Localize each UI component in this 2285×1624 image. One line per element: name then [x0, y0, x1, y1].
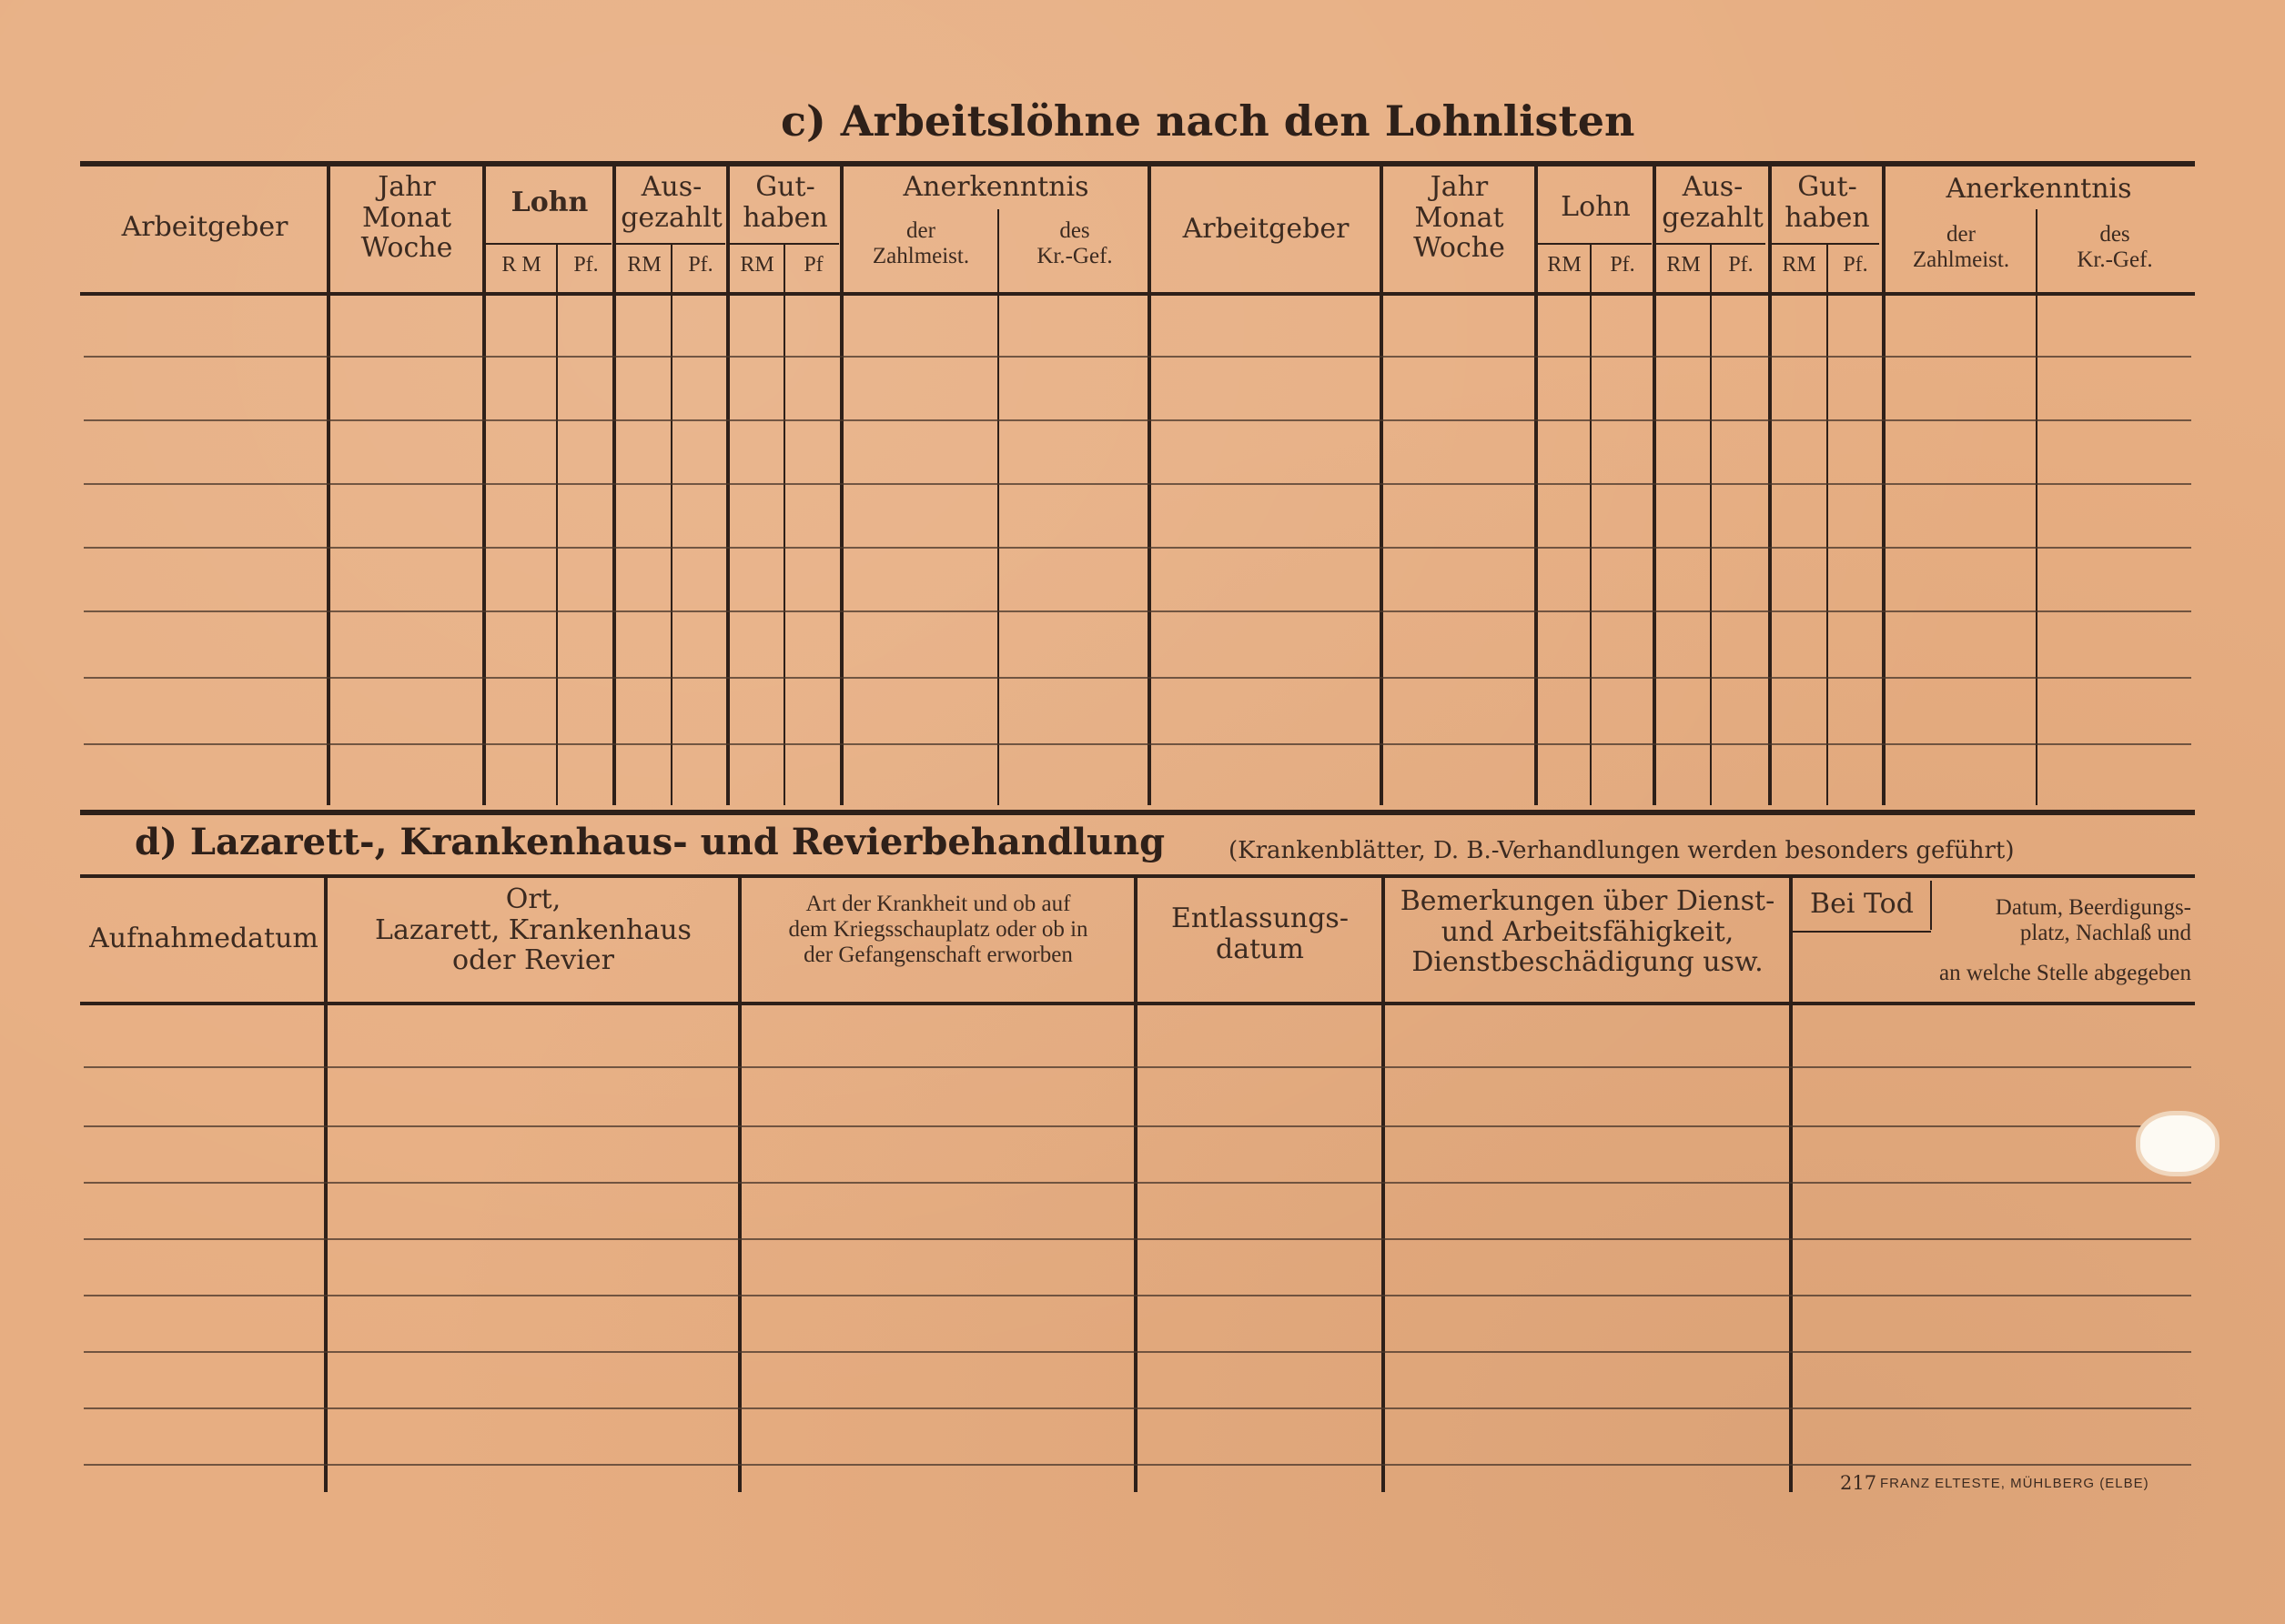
header-anerkenntnis-zahlmeist-2: der Zahlmeist.: [1912, 222, 2010, 272]
header-ausgezahlt-rm: RM: [627, 253, 662, 277]
header-datum-beerdigung: Datum, Beerdigungs- platz, Nachlaß und: [1995, 895, 2191, 945]
section-d-note: (Krankenblätter, D. B.-Verhandlungen werden besonders geführt): [1228, 837, 2015, 864]
header-jahr-monat-woche: Jahr Monat Woche: [360, 171, 453, 265]
header-ausgezahlt-pf: Pf.: [688, 253, 713, 277]
header-aufnahmedatum: Aufnahmedatum: [89, 923, 318, 954]
header-guthaben-rm: RM: [740, 253, 774, 277]
header-lohn-2: Lohn: [1561, 191, 1631, 223]
header-guthaben-pf-2: Pf.: [1843, 253, 1868, 277]
header-datum-stelle: an welche Stelle abgegeben: [1939, 961, 2191, 985]
header-guthaben-rm-2: RM: [1782, 253, 1816, 277]
header-guthaben: Gut- haben: [743, 171, 828, 234]
printer-imprint: FRANZ ELTESTE, MÜHLBERG (ELBE): [1880, 1476, 2149, 1491]
header-guthaben-2: Gut- haben: [1785, 171, 1870, 234]
header-ausgezahlt-pf-2: Pf.: [1728, 253, 1754, 277]
header-anerkenntnis: Anerkenntnis: [903, 171, 1089, 203]
header-lohn-pf-2: Pf.: [1610, 253, 1635, 277]
header-art-der-krankheit: Art der Krankheit und ob auf dem Kriegsschauplatz oder ob in der Gefangenschaft erworben: [788, 892, 1088, 967]
header-anerkenntnis-zahlmeist: der Zahlmeist.: [872, 218, 970, 268]
header-guthaben-pf: Pf: [804, 253, 824, 277]
section-d-title: d) Lazarett-, Krankenhaus- und Revierbehandlung: [135, 821, 1166, 863]
header-anerkenntnis-krgef-2: des Kr.-Gef.: [2077, 222, 2153, 272]
header-lohn: Lohn: [511, 187, 589, 218]
header-entlassungsdatum: Entlassungs- datum: [1171, 903, 1349, 965]
header-lohn-rm-2: RM: [1547, 253, 1582, 277]
header-arbeitgeber: Arbeitgeber: [121, 211, 288, 243]
header-anerkenntnis-krgef: des Kr.-Gef.: [1036, 218, 1113, 268]
header-lohn-pf: Pf.: [573, 253, 599, 277]
header-anerkenntnis-2: Anerkenntnis: [1946, 173, 2132, 205]
header-ausgezahlt-2: Aus- gezahlt: [1662, 171, 1764, 234]
header-lohn-rm: R M: [501, 253, 541, 277]
form-number: 217: [1840, 1472, 1877, 1494]
header-ausgezahlt-rm-2: RM: [1666, 253, 1701, 277]
header-ort: Ort, Lazarett, Krankenhaus oder Revier: [375, 883, 692, 977]
punch-hole: [2140, 1115, 2215, 1172]
section-c-title: c) Arbeitslöhne nach den Lohnlisten: [781, 96, 1635, 146]
header-jahr-monat-woche-2: Jahr Monat Woche: [1413, 171, 1505, 265]
header-ausgezahlt: Aus- gezahlt: [621, 171, 723, 234]
header-bei-tod: Bei Tod: [1810, 888, 1914, 920]
header-arbeitgeber-2: Arbeitgeber: [1182, 213, 1350, 245]
header-bemerkungen: Bemerkungen über Dienst- und Arbeitsfähigkeit, Dienstbeschädigung usw.: [1400, 885, 1775, 979]
